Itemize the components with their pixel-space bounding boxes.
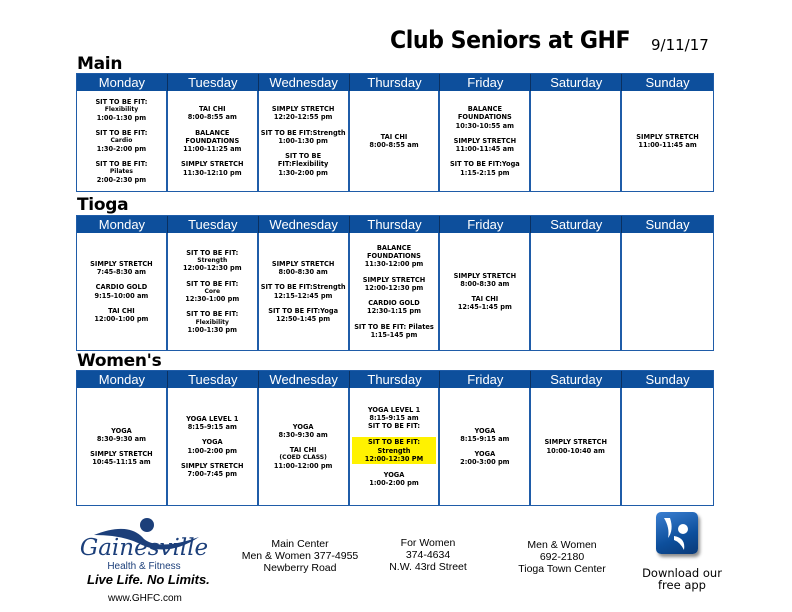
day-header-wednesday: Wednesday: [259, 216, 350, 233]
class-subtitle: Pilates: [109, 168, 133, 176]
class-name: SIT TO BE FIT:: [95, 98, 148, 107]
class-entry: [261, 423, 346, 439]
day-header-thursday: Thursday: [350, 216, 441, 233]
class-name: YOGA: [474, 426, 496, 435]
class-time: 10:30-10:55 am: [455, 121, 515, 130]
day-header-monday: Monday: [77, 74, 168, 91]
class-time: 8:15-9:15 am: [460, 434, 510, 443]
day-header-wednesday: Wednesday: [259, 74, 350, 91]
class-name: YOGA: [111, 426, 132, 435]
class-entry: [352, 133, 437, 149]
day-cell-tuesday: [168, 233, 259, 350]
class-time: 11:30-12:10 pm: [182, 168, 242, 177]
class-entry: [352, 299, 437, 315]
class-time: 12:00-12:30 pm: [182, 264, 242, 273]
class-entry: [79, 129, 164, 153]
class-time: 12:00-12:30 pm: [364, 283, 424, 292]
class-name: SIT TO BE FIT:: [95, 129, 148, 138]
class-time: 11:30-12:00 pm: [364, 260, 424, 269]
class-time: 7:45-8:30 am: [96, 268, 146, 277]
day-header-monday: Monday: [77, 371, 168, 388]
day-cell-saturday: [531, 233, 622, 350]
class-name: CARDIO GOLD: [368, 299, 420, 308]
class-entry: [261, 105, 346, 121]
location-for-women: [378, 537, 478, 573]
class-time: 12:50-1:45 pm: [276, 314, 331, 323]
class-extra: SIT TO BE FIT:: [368, 422, 420, 431]
class-name: SIMPLY STRETCH: [453, 136, 517, 145]
class-time: 10:45-11:15 am: [92, 458, 151, 467]
day-cell-sunday: [622, 91, 713, 191]
class-time: 1:00-2:00 pm: [369, 479, 419, 488]
class-name: SIMPLY STRETCH: [181, 461, 244, 470]
class-entry: [261, 152, 346, 177]
class-name: SIT TO BE FIT:Yoga: [449, 160, 520, 169]
day-header-friday: Friday: [440, 371, 531, 388]
class-entry: [261, 283, 346, 299]
class-name: BALANCE FOUNDATIONS: [367, 243, 421, 261]
class-entry: [261, 446, 346, 470]
class-time: 12:45-1:45 pm: [457, 303, 512, 312]
class-entry: [261, 260, 346, 276]
class-name: SIT TO BE FIT: Strength: [368, 438, 420, 455]
section-label-main: Main: [77, 54, 123, 74]
day-header-monday: Monday: [77, 216, 168, 233]
day-cell-friday: [440, 233, 531, 350]
class-name: SIMPLY STRETCH: [181, 160, 244, 169]
class-name: SIMPLY STRETCH: [90, 259, 153, 268]
app-text-line: Download our: [642, 566, 722, 580]
page-title: Club Seniors at GHF: [390, 26, 631, 54]
class-entry: [352, 437, 437, 464]
class-entry: [352, 276, 437, 292]
day-cell-sunday: [622, 388, 713, 505]
class-name: CARDIO GOLD: [95, 283, 148, 292]
ghf-logo[interactable]: [74, 517, 214, 572]
class-entry: [261, 307, 346, 323]
class-entry: [533, 438, 618, 454]
day-header-friday: Friday: [440, 216, 531, 233]
class-entry: [352, 471, 437, 487]
class-time: 9:15-10:00 am: [94, 291, 149, 300]
location-line: Men & Women: [527, 539, 597, 551]
class-name: SIMPLY STRETCH: [636, 132, 699, 141]
class-entry: [170, 249, 255, 273]
svg-text:Health & Fitness: Health & Fitness: [107, 561, 181, 572]
day-cell-friday: [440, 388, 531, 505]
day-header-tuesday: Tuesday: [168, 216, 259, 233]
day-header-sunday: Sunday: [622, 74, 713, 91]
day-header-thursday: Thursday: [350, 371, 441, 388]
class-entry: [79, 450, 164, 466]
day-cell-saturday: [531, 388, 622, 505]
location-line: Men & Women 377-4955: [241, 550, 359, 562]
location-line: 692-2180: [539, 551, 585, 563]
day-cell-sunday: [622, 233, 713, 350]
day-header-saturday: Saturday: [531, 216, 622, 233]
class-subtitle: Flexibility: [195, 318, 229, 326]
class-name: SIMPLY STRETCH: [362, 275, 426, 284]
location-line: Newberry Road: [263, 562, 337, 574]
class-name: SIT TO BE FIT:Strength: [260, 128, 346, 137]
class-entry: [170, 462, 255, 478]
class-subtitle: Cardio: [110, 137, 133, 145]
day-cell-wednesday: [259, 388, 350, 505]
class-entry: [442, 137, 527, 153]
class-time: 1:00-1:30 pm: [187, 326, 237, 335]
day-header-tuesday: Tuesday: [168, 74, 259, 91]
class-time: 12:15-12:45 pm: [273, 291, 333, 300]
day-cell-saturday: [531, 91, 622, 191]
day-header-wednesday: Wednesday: [259, 371, 350, 388]
class-entry: [79, 283, 164, 299]
class-name: SIMPLY STRETCH: [544, 438, 607, 447]
day-cell-thursday: [350, 91, 441, 191]
class-time: 1:00-1:30 pm: [278, 136, 328, 145]
gainesville-logo-icon: [74, 517, 214, 572]
class-entry: [170, 415, 255, 431]
schedule-grid-main: [76, 73, 714, 192]
class-time: 11:00-11:25 am: [183, 145, 242, 154]
section-label-womens: Women's: [77, 351, 162, 371]
class-time: 1:00-1:30 pm: [96, 113, 147, 122]
day-cell-thursday: [350, 388, 441, 505]
class-time: 2:00-3:00 pm: [460, 458, 510, 467]
schedule-date: 9/11/17: [651, 36, 709, 54]
class-time: 8:00-8:55 am: [187, 113, 237, 122]
class-entry: [352, 323, 437, 339]
class-entry: [170, 438, 255, 454]
day-cell-wednesday: [259, 233, 350, 350]
class-time: 8:30-9:30 am: [96, 434, 146, 443]
class-entry: [442, 105, 527, 130]
day-header-friday: Friday: [440, 74, 531, 91]
class-entry: [79, 307, 164, 323]
class-name: TAI CHI: [289, 446, 317, 455]
class-name: SIT TO BE FIT:: [95, 159, 148, 168]
class-entry: [352, 244, 437, 269]
class-time: 12:00-1:00 pm: [94, 314, 149, 323]
class-entry: [79, 260, 164, 276]
class-entry: [352, 406, 437, 431]
class-name: YOGA: [474, 450, 496, 458]
class-time: 11:00-11:45 am: [455, 145, 515, 154]
class-entry: [170, 310, 255, 334]
class-name: SIT TO BE FIT:Yoga: [268, 306, 339, 315]
class-entry: [79, 98, 164, 122]
class-name: TAI CHI: [380, 132, 408, 141]
class-entry: [170, 105, 255, 121]
svg-text:Gainesville: Gainesville: [79, 535, 209, 561]
day-cell-monday: [77, 233, 168, 350]
day-cell-thursday: [350, 233, 441, 350]
class-entry: [442, 450, 527, 466]
class-entry: [170, 280, 255, 304]
class-name: YOGA: [201, 438, 223, 447]
class-time: 1:15-2:15 pm: [460, 168, 510, 177]
class-time: 11:00-11:45 am: [638, 141, 697, 149]
schedule-grid-tioga: [76, 215, 714, 351]
class-name: SIMPLY STRETCH: [271, 259, 335, 268]
class-name: TAI CHI: [108, 306, 135, 315]
class-time: 10:00-10:40 am: [546, 446, 605, 455]
class-entry: [442, 272, 527, 288]
class-name: BALANCE FOUNDATIONS: [185, 128, 240, 145]
day-cell-tuesday: [168, 91, 259, 191]
class-name: SIT TO BE FIT:: [186, 310, 239, 319]
class-name: TAI CHI: [198, 105, 226, 114]
schedule-grid-womens: [76, 370, 714, 506]
location-line: Main Center: [271, 538, 329, 550]
class-name: YOGA LEVEL 1: [367, 405, 421, 414]
class-name: BALANCE FOUNDATIONS: [457, 105, 512, 122]
day-header-saturday: Saturday: [531, 74, 622, 91]
class-name: SIMPLY STRETCH: [90, 450, 153, 458]
section-label-tioga: Tioga: [77, 195, 129, 215]
class-time: 1:30-2:00 pm: [96, 144, 147, 153]
class-entry: [624, 133, 711, 149]
app-download-icon[interactable]: [656, 512, 698, 554]
location-line: For Women: [400, 537, 456, 549]
tagline: Live Life. No Limits.: [87, 572, 210, 587]
class-entry: [79, 427, 164, 443]
class-name: SIT TO BE FIT:Flexibility: [277, 152, 329, 169]
class-name: SIT TO BE FIT:Strength: [260, 283, 346, 292]
class-subtitle: Flexibility: [104, 106, 139, 114]
class-entry: [442, 427, 527, 443]
day-cell-monday: [77, 388, 168, 505]
location-line: Tioga Town Center: [518, 563, 606, 575]
class-time: 8:15-9:15 am: [187, 423, 237, 432]
class-name: SIT TO BE FIT:: [186, 279, 239, 288]
day-header-sunday: Sunday: [622, 216, 713, 233]
class-name: YOGA LEVEL 1: [186, 414, 239, 423]
class-entry: [442, 160, 527, 176]
class-entry: [261, 129, 346, 145]
class-subtitle: Strength: [197, 256, 228, 264]
location-main-center: [240, 538, 360, 574]
class-entry: [442, 295, 527, 311]
day-cell-wednesday: [259, 91, 350, 191]
class-time: 12:20-12:55 pm: [273, 113, 333, 122]
class-name: SIMPLY STRETCH: [453, 271, 517, 280]
class-time: 1:00-2:00 pm: [187, 446, 237, 455]
website-link[interactable]: www.GHFC.com: [108, 593, 182, 604]
class-name: SIT TO BE FIT:: [186, 248, 239, 257]
class-time: 8:00-8:55 am: [369, 141, 419, 149]
day-cell-friday: [440, 91, 531, 191]
class-name: SIMPLY STRETCH: [271, 105, 335, 114]
location-tioga: [507, 539, 617, 575]
class-time: 8:00-8:30 am: [278, 268, 328, 277]
class-entry: [79, 160, 164, 184]
app-text-line: free app: [658, 578, 706, 592]
day-header-saturday: Saturday: [531, 371, 622, 388]
day-cell-tuesday: [168, 388, 259, 505]
day-header-thursday: Thursday: [350, 74, 441, 91]
location-line: N.W. 43rd Street: [389, 561, 467, 573]
class-time: 1:30-2:00 pm: [278, 168, 328, 177]
class-time: 12:00-12:30 PM: [364, 454, 424, 463]
class-name: YOGA: [292, 422, 314, 431]
day-cell-monday: [77, 91, 168, 191]
class-name: SIT TO BE FIT: Pilates: [354, 322, 434, 331]
day-header-tuesday: Tuesday: [168, 371, 259, 388]
class-time: 2:00-2:30 pm: [96, 175, 147, 184]
class-name: TAI CHI: [471, 295, 499, 303]
class-name: YOGA: [383, 470, 405, 479]
location-line: 374-4634: [405, 549, 451, 561]
class-time: 1:15-145 pm: [370, 330, 418, 339]
class-subtitle: Core: [204, 287, 221, 295]
runner-icon: [656, 512, 698, 554]
app-download-text[interactable]: [636, 567, 728, 591]
day-header-sunday: Sunday: [622, 371, 713, 388]
class-entry: [170, 129, 255, 154]
class-time: 8:00-8:30 am: [460, 279, 510, 288]
class-time: 12:30-1:15 pm: [366, 307, 421, 316]
class-time: 8:30-9:30 am: [278, 431, 328, 440]
class-time: 11:00-12:00 pm: [273, 461, 333, 470]
class-time: 12:30-1:00 pm: [185, 295, 240, 304]
class-time: 7:00-7:45 pm: [187, 469, 237, 478]
class-time: 8:15-9:15 am: [369, 413, 419, 422]
class-subtitle: (COED CLASS): [279, 454, 327, 462]
class-entry: [170, 160, 255, 176]
